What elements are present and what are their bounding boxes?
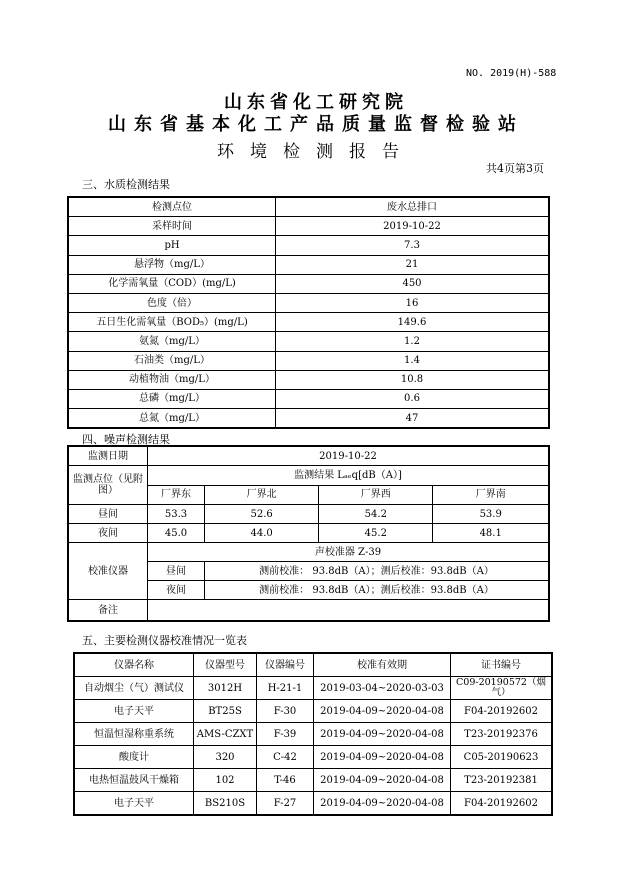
water-param-value: 450 <box>276 274 550 293</box>
table-row <box>68 409 549 429</box>
instrument-cell: C09-20190572（烟气） <box>451 677 553 700</box>
water-param-value: 21 <box>276 255 550 274</box>
instrument-cell: T-46 <box>257 769 314 792</box>
page-info: 共4页第3页 <box>486 162 544 175</box>
water-param-value: 7.3 <box>276 236 550 255</box>
noise-date-label: 监测日期 <box>68 446 148 466</box>
noise-point-label: 监测点位（见附图） <box>68 466 148 505</box>
water-param-value: 10.8 <box>276 370 550 389</box>
table-row <box>74 746 552 769</box>
water-param-label: 检测点位 <box>68 197 276 217</box>
org-title-2: 山东省基本化工产品质量监督检验站 <box>108 114 524 135</box>
water-param-label: 悬浮物（mg/L） <box>68 255 276 274</box>
water-param-label: 五日生化需氧量（BOD₅）(mg/L) <box>68 313 276 332</box>
noise-section-title: 四、噪声检测结果 <box>82 433 170 446</box>
noise-date-value: 2019-10-22 <box>148 446 550 466</box>
remark-label: 备注 <box>68 600 148 622</box>
calib-day-value: 测前校准： 93.8dB（A）；测后校准：93.8dB（A） <box>205 562 550 581</box>
instrument-cell: 320 <box>194 746 257 769</box>
noise-night-label: 夜间 <box>68 524 148 543</box>
water-param-label: 石油类（mg/L） <box>68 351 276 370</box>
instrument-cell: F04-20192602 <box>451 792 553 816</box>
instrument-cell: AMS-CZXT <box>194 723 257 746</box>
calib-device: 声校准器 Z-39 <box>148 543 550 562</box>
noise-night-value: 48.1 <box>433 524 549 543</box>
inst-header: 仪器名称 <box>74 653 194 677</box>
water-section-title: 三、水质检测结果 <box>82 178 170 191</box>
instrument-cell: 102 <box>194 769 257 792</box>
table-row <box>74 769 552 792</box>
table-row <box>74 792 552 816</box>
table-row <box>68 351 549 370</box>
instrument-cell: 电子天平 <box>74 792 194 816</box>
table-row <box>68 389 549 408</box>
noise-day-label: 昼间 <box>68 505 148 524</box>
noise-night-value: 44.0 <box>205 524 319 543</box>
water-param-label: 采样时间 <box>68 217 276 236</box>
noise-point: 厂界东 <box>148 485 205 505</box>
water-param-value: 1.2 <box>276 332 550 351</box>
instrument-cell: F04-20192602 <box>451 700 553 723</box>
table-row <box>68 236 549 255</box>
instrument-cell: H-21-1 <box>257 677 314 700</box>
noise-night-value: 45.0 <box>148 524 205 543</box>
inst-header: 证书编号 <box>451 653 553 677</box>
water-param-label: pH <box>68 236 276 255</box>
table-row <box>74 700 552 723</box>
water-param-label: 色度（倍） <box>68 293 276 312</box>
instrument-cell: 2019-04-09~2020-04-08 <box>314 746 451 769</box>
water-param-label: 化学需氧量（COD）(mg/L) <box>68 274 276 293</box>
water-param-label: 总磷（mg/L） <box>68 389 276 408</box>
instrument-cell: 电子天平 <box>74 700 194 723</box>
instrument-cell: T23-20192381 <box>451 769 553 792</box>
table-row <box>68 197 549 217</box>
inst-header: 校准有效期 <box>314 653 451 677</box>
noise-point: 厂界北 <box>205 485 319 505</box>
table-row <box>68 332 549 351</box>
instrument-cell: 2019-04-09~2020-04-08 <box>314 723 451 746</box>
water-param-value: 1.4 <box>276 351 550 370</box>
instrument-cell: T23-20192376 <box>451 723 553 746</box>
table-row <box>68 370 549 389</box>
calib-night-label: 夜间 <box>148 581 205 600</box>
instrument-table <box>73 652 553 816</box>
water-param-value: 149.6 <box>276 313 550 332</box>
instrument-cell: 2019-04-09~2020-04-08 <box>314 769 451 792</box>
noise-table <box>67 445 550 622</box>
instrument-cell: C-42 <box>257 746 314 769</box>
noise-day-value: 53.3 <box>148 505 205 524</box>
calib-night-value: 测前校准： 93.8dB（A）；测后校准：93.8dB（A） <box>205 581 550 600</box>
noise-day-value: 54.2 <box>319 505 433 524</box>
instrument-cell: 恒温恒湿称重系统 <box>74 723 194 746</box>
instrument-cell: F-30 <box>257 700 314 723</box>
water-quality-table <box>67 196 550 429</box>
instrument-section-title: 五、主要检测仪器校准情况一览表 <box>82 634 247 647</box>
instrument-cell: BS210S <box>194 792 257 816</box>
noise-point: 厂界西 <box>319 485 433 505</box>
noise-day-value: 53.9 <box>433 505 549 524</box>
table-row <box>68 293 549 312</box>
instrument-cell: 2019-04-09~2020-04-08 <box>314 700 451 723</box>
instrument-cell: 酸度计 <box>74 746 194 769</box>
org-title-1: 山东省化工研究院 <box>224 92 408 113</box>
water-param-value: 0.6 <box>276 389 550 408</box>
calib-label: 校准仪器 <box>68 543 148 600</box>
inst-header: 仪器编号 <box>257 653 314 677</box>
instrument-cell: 2019-03-04~2020-03-03 <box>314 677 451 700</box>
instrument-cell: C05-20190623 <box>451 746 553 769</box>
noise-point: 厂界南 <box>433 485 549 505</box>
table-row <box>74 677 552 700</box>
water-param-value: 2019-10-22 <box>276 217 550 236</box>
noise-day-value: 52.6 <box>205 505 319 524</box>
instrument-cell: F-39 <box>257 723 314 746</box>
calib-day-label: 昼间 <box>148 562 205 581</box>
water-param-value: 废水总排口 <box>276 197 550 217</box>
table-row <box>68 313 549 332</box>
water-param-label: 动植物油（mg/L） <box>68 370 276 389</box>
report-number: NO. 2019(H)-588 <box>466 68 557 79</box>
noise-night-value: 45.2 <box>319 524 433 543</box>
instrument-cell: F-27 <box>257 792 314 816</box>
noise-result-label: 监测结果 Lₐₑq[dB（A）] <box>148 466 550 486</box>
inst-header: 仪器型号 <box>194 653 257 677</box>
instrument-cell: BT25S <box>194 700 257 723</box>
table-row <box>68 255 549 274</box>
remark-value <box>148 600 550 622</box>
instrument-cell: 3012H <box>194 677 257 700</box>
water-param-label: 氨氮（mg/L） <box>68 332 276 351</box>
table-row <box>68 217 549 236</box>
water-param-value: 47 <box>276 409 550 429</box>
water-param-label: 总氮（mg/L） <box>68 409 276 429</box>
report-title: 环境检测报告 <box>217 142 415 162</box>
instrument-cell: 电热恒温鼓风干燥箱 <box>74 769 194 792</box>
instrument-cell: 2019-04-09~2020-04-08 <box>314 792 451 816</box>
table-row <box>68 274 549 293</box>
table-row <box>74 723 552 746</box>
water-param-value: 16 <box>276 293 550 312</box>
instrument-cell: 自动烟尘（气）测试仪 <box>74 677 194 700</box>
